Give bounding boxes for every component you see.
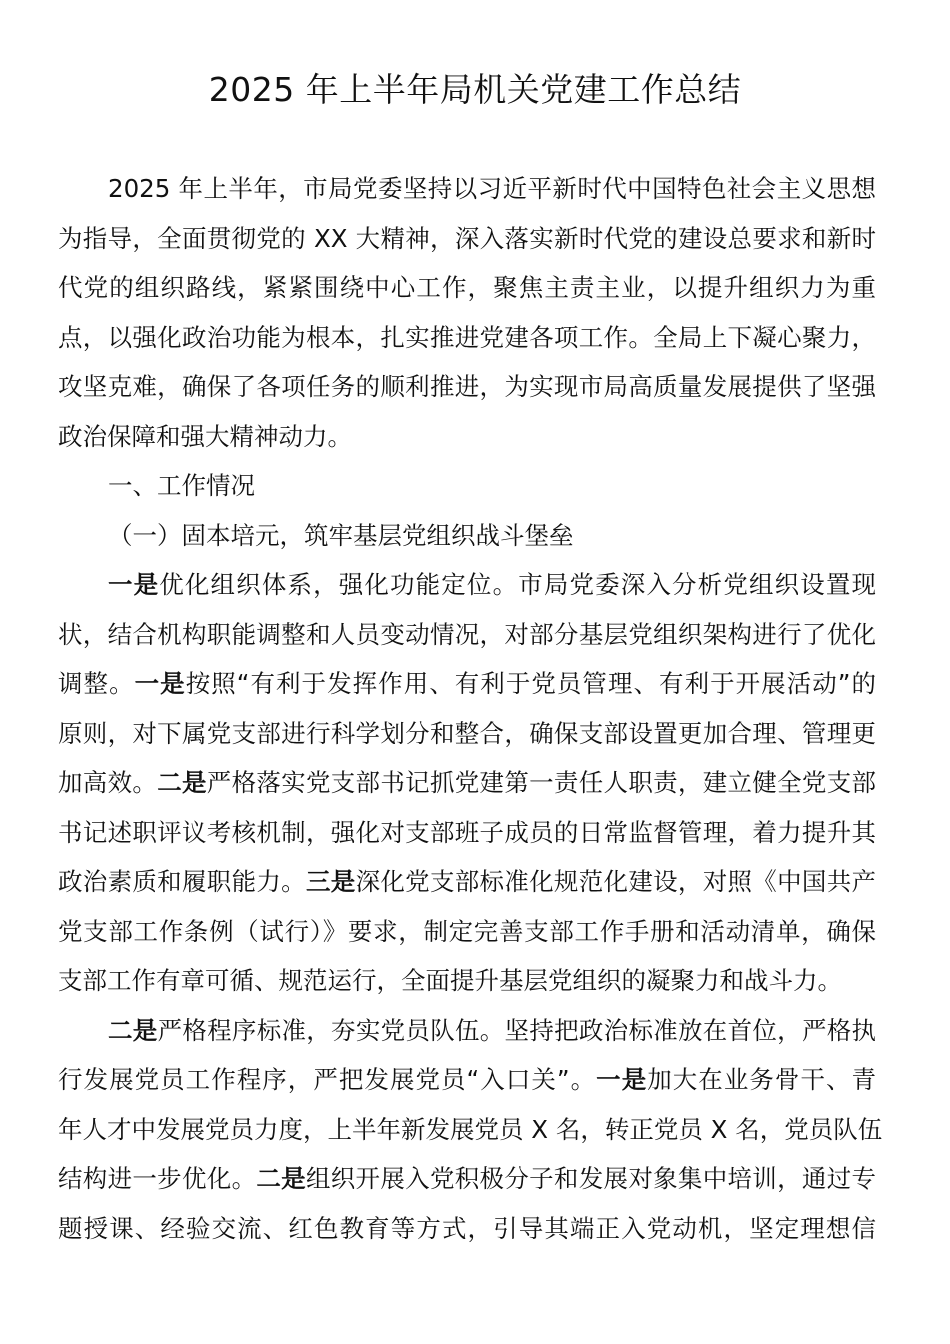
paragraph-line: 政治保障和强大精神动力。 bbox=[58, 421, 352, 451]
document-body bbox=[58, 164, 883, 1253]
bold-lead: 二是 bbox=[256, 1164, 306, 1193]
paragraph-line bbox=[58, 1055, 876, 1105]
subsection-heading: （一）固本培元，筑牢基层党组织战斗堡垒 bbox=[108, 520, 574, 550]
paragraph-line: 代党的组织路线，紧紧围绕中心工作，聚焦主责主业，以提升组织力为重 bbox=[58, 273, 876, 302]
line-text: 按照“有利于发挥作用、有利于党员管理、有利于开展活动”的 bbox=[185, 669, 877, 698]
line-text: 加高效。 bbox=[58, 768, 158, 797]
paragraph-line: 支部工作有章可循、规范运行，全面提升基层党组织的凝聚力和战斗力。 bbox=[58, 966, 842, 995]
paragraph-line: 书记述职评议考核机制，强化对支部班子成员的日常监督管理，着力提升其 bbox=[58, 817, 876, 847]
paragraph-line bbox=[58, 857, 876, 907]
paragraph-line bbox=[58, 659, 876, 709]
section-heading: 一、工作情况 bbox=[108, 471, 255, 500]
line-text: 严格落实党支部书记抓党建第一责任人职责，建立健全党支部 bbox=[206, 768, 876, 797]
paragraph-line: 状，结合机构职能调整和人员变动情况，对部分基层党组织架构进行了优化 bbox=[58, 619, 876, 649]
line-text: 严格程序标准，夯实党员队伍。坚持把政治标准放在首位，严格执 bbox=[157, 1015, 877, 1045]
paragraph-line bbox=[58, 1006, 876, 1056]
line-text: 行发展党员工作程序，严把发展党员“入口关”。 bbox=[58, 1065, 597, 1094]
bold-lead: 三是 bbox=[305, 867, 356, 896]
line-text: 组织开展入党积极分子和发展对象集中培训，通过专 bbox=[305, 1164, 876, 1193]
line-text: 结构进一步优化。 bbox=[58, 1164, 257, 1193]
bold-lead: 一是 bbox=[134, 669, 186, 698]
paragraph-line: 为指导，全面贯彻党的 XX 大精神，深入落实新时代党的建设总要求和新时 bbox=[58, 223, 876, 253]
paragraph-line bbox=[58, 1154, 876, 1204]
intro-paragraph bbox=[58, 164, 876, 461]
paragraph-line: 原则，对下属党支部进行科学划分和整合，确保支部设置更加合理、管理更 bbox=[58, 718, 876, 748]
paragraph-line: 年人才中发展党员力度，上半年新发展党员 X 名，转正党员 X 名，党员队伍 bbox=[58, 1114, 883, 1144]
document-title: 2025 年上半年局机关党建工作总结 bbox=[208, 70, 742, 109]
line-text: 加大在业务骨干、青 bbox=[647, 1065, 877, 1094]
paragraph-line bbox=[58, 560, 876, 610]
paragraph-line: 攻坚克难，确保了各项任务的顺利推进，为实现市局高质量发展提供了坚强 bbox=[58, 372, 876, 401]
paragraph-organization-system bbox=[58, 560, 876, 1006]
paragraph-party-members bbox=[58, 1006, 883, 1254]
bold-lead: 二是 bbox=[108, 1015, 158, 1045]
paragraph-line: 题授课、经验交流、红色教育等方式，引导其端正入党动机，坚定理想信 bbox=[58, 1213, 876, 1243]
line-text: 政治素质和履职能力。 bbox=[58, 867, 306, 896]
line-text: 优化组织体系，强化功能定位。市局党委深入分析党组织设置现 bbox=[159, 570, 877, 599]
paragraph-line: 点，以强化政治功能为根本，扎实推进党建各项工作。全局上下凝心聚力， bbox=[58, 322, 876, 352]
bold-lead: 一是 bbox=[596, 1065, 648, 1094]
bold-lead: 一是 bbox=[108, 570, 160, 599]
bold-lead: 二是 bbox=[157, 768, 207, 797]
paragraph-line bbox=[58, 758, 876, 808]
paragraph-line: 党支部工作条例（试行）》要求，制定完善支部工作手册和活动清单，确保 bbox=[58, 916, 876, 946]
line-text: 调整。 bbox=[58, 669, 135, 698]
line-text: 深化党支部标准化规范化建设，对照《中国共产 bbox=[355, 867, 876, 896]
paragraph-line: 2025 年上半年，市局党委坚持以习近平新时代中国特色社会主义思想 bbox=[108, 174, 876, 203]
